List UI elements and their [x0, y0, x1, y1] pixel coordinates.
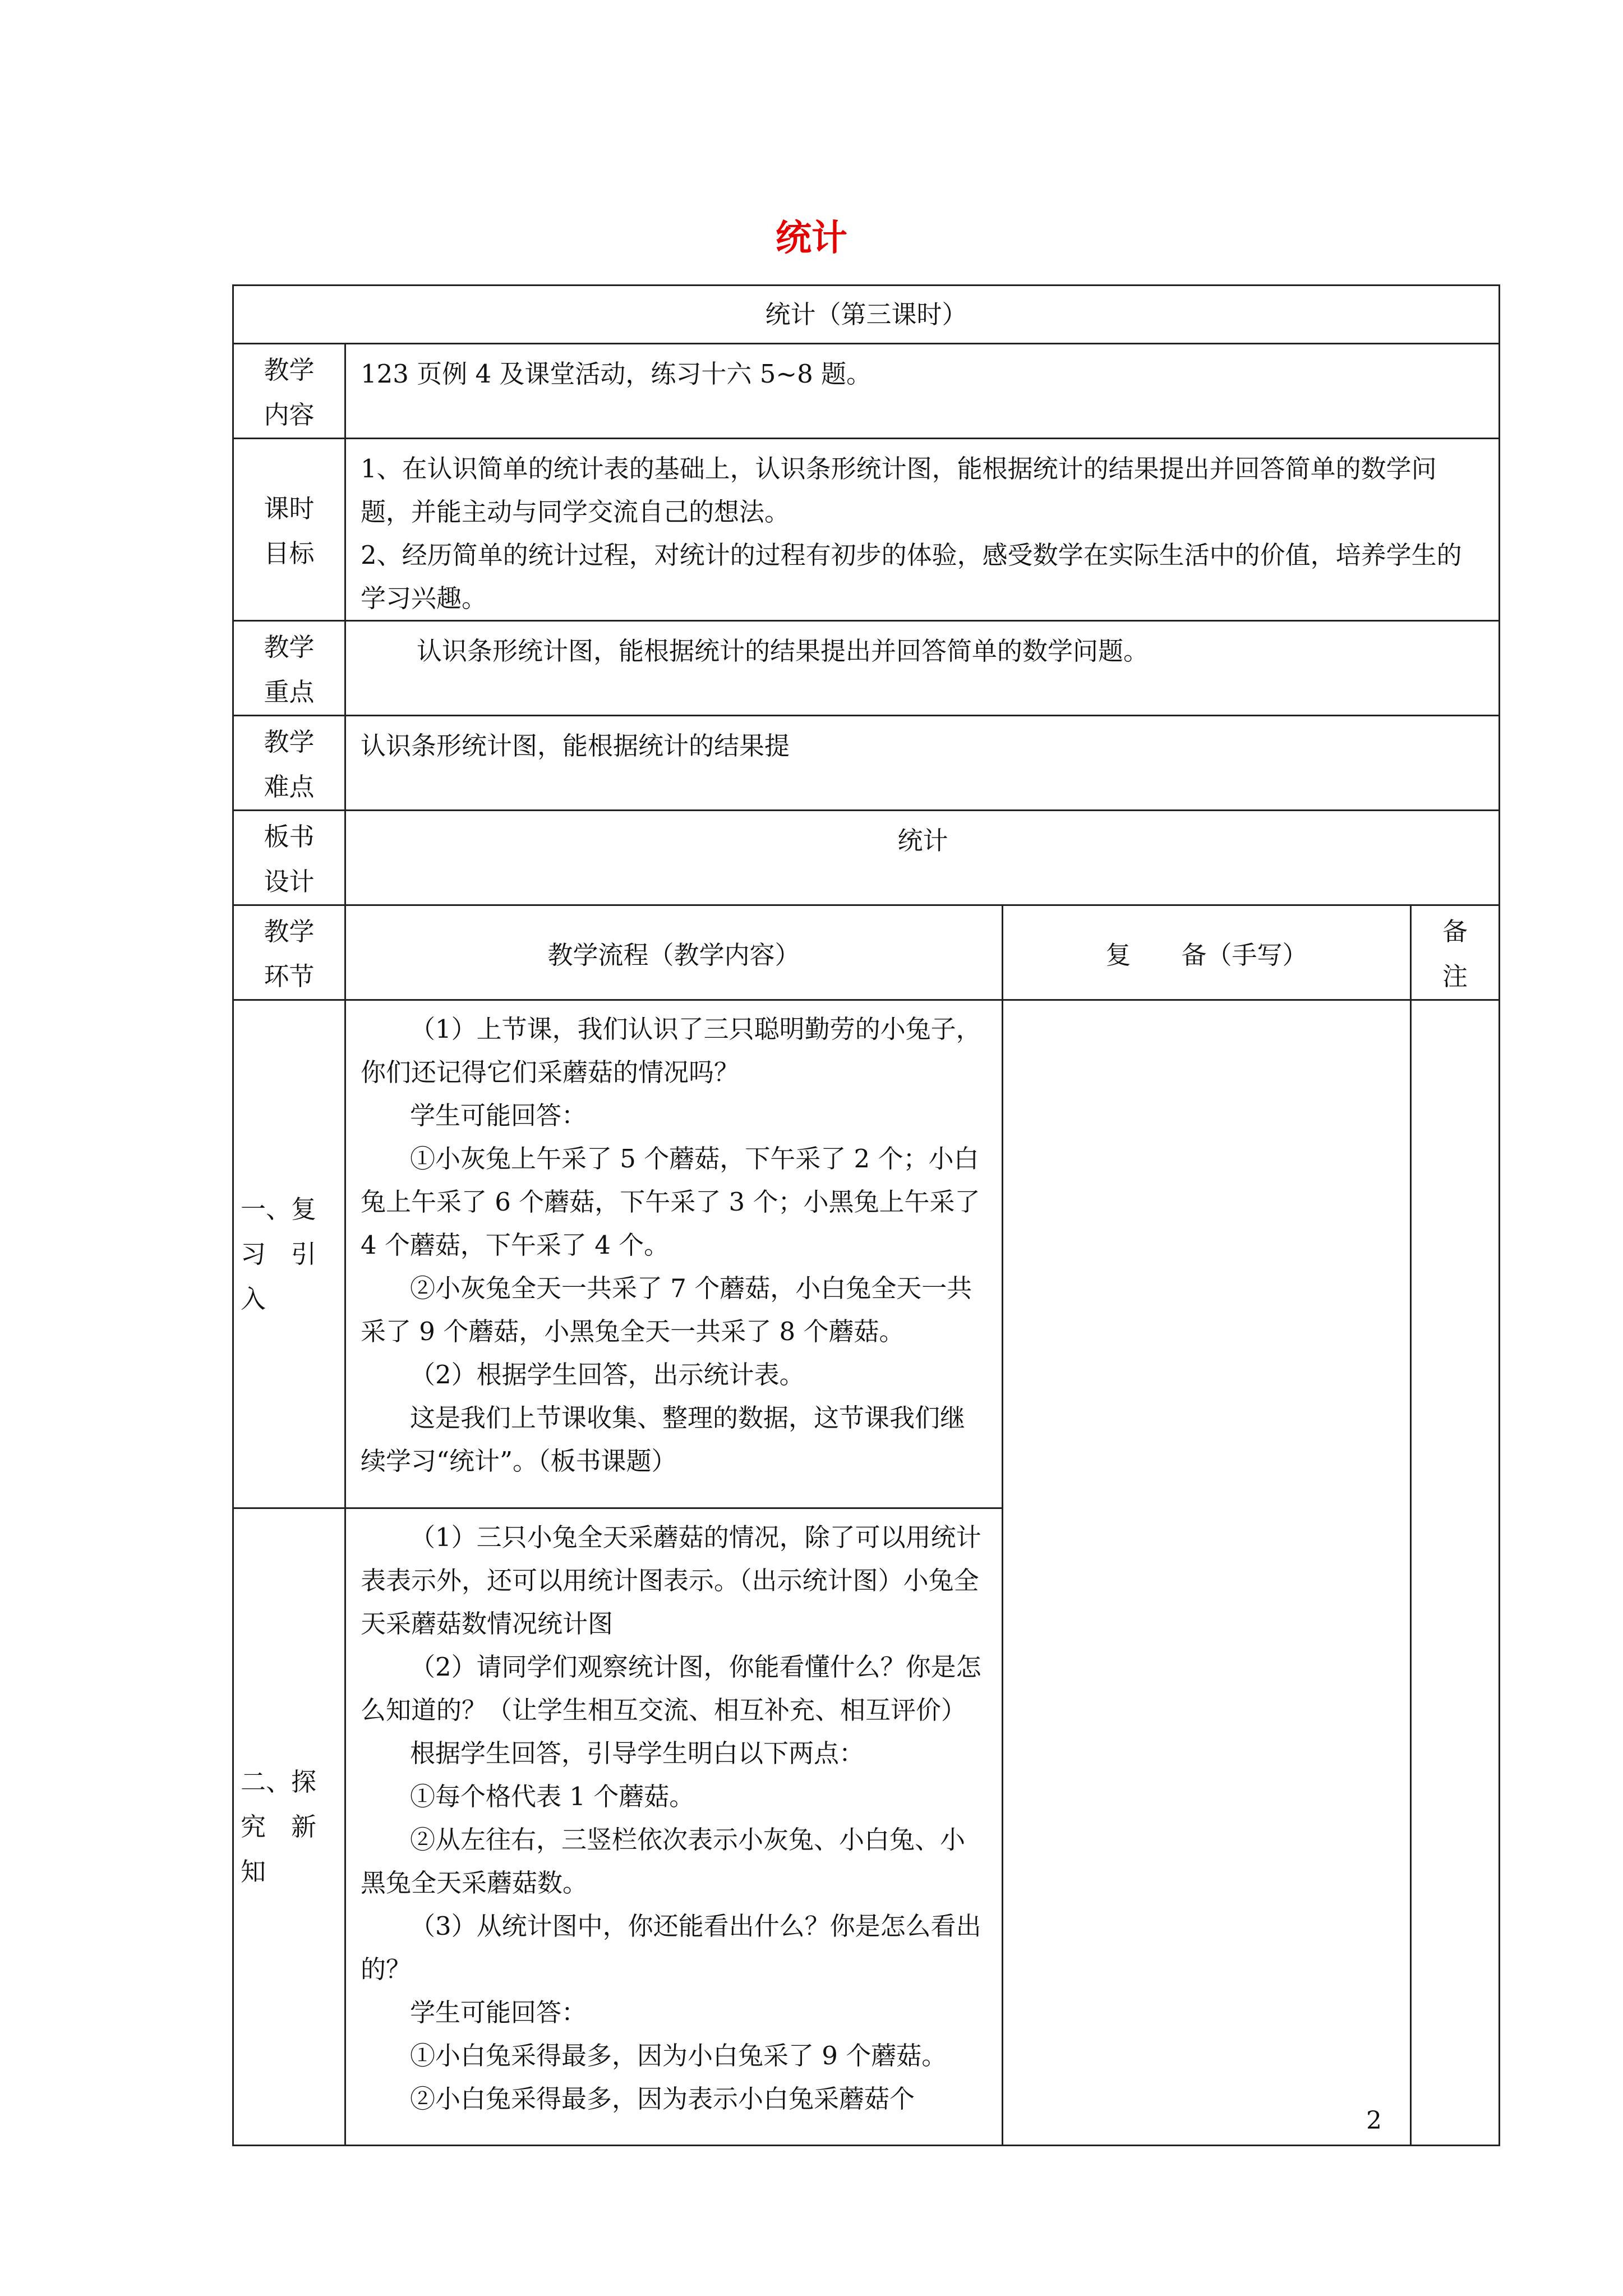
goals-label: 课时 目标 [233, 439, 345, 621]
document-title: 统计 [776, 218, 847, 259]
goal-1: 1、在认识简单的统计表的基础上，认识条形统计图，能根据统计的结果提出并回答简单的数学问题，并能主动与同学交流自己的想法。 [361, 454, 1437, 527]
prep-cell [1003, 1000, 1411, 2146]
goal-2: 2、经历简单的统计过程，对统计的过程有初步的体验，感受数学在实际生活中的价值，培养学生的学习兴趣。 [361, 540, 1462, 613]
stage-header-row [233, 905, 1500, 1000]
stage-label: 教学 环节 [233, 905, 345, 1000]
board-label: 板书 设计 [233, 811, 345, 905]
content-row [233, 344, 1500, 439]
board-text: 统计 [345, 811, 1500, 905]
key-text: 认识条形统计图，能根据统计的结果提出并回答简单的数学问题。 [345, 621, 1500, 716]
goals-row [233, 439, 1500, 621]
table-header: 统计（第三课时） [233, 286, 1500, 344]
notes-header: 备 注 [1411, 905, 1500, 1000]
notes-cell [1411, 1000, 1500, 2146]
stage1-row [233, 1000, 1500, 1508]
stage1-content: （1）上节课，我们认识了三只聪明勤劳的小兔子，你们还记得它们采蘑菇的情况吗？ 学生可能回答： ①小灰兔上午采了 5 个蘑菇，下午采了 2 个；小白兔上午采了 6 个蘑菇，下午采了 3 个；小黑兔上午采了 4 个蘑菇，下午采了 4 个。 ②小灰兔全天一共采了 7 个蘑菇，小白兔全天一共采了 9 个蘑菇，小黑兔全天一共采了 8 个蘑菇。 （2）根据学生回答，出示统计表。 这是我们上节课收集、整理的数据，这节课我们继续学习“统计”。（板书课题） [345, 1000, 1003, 1508]
difficulty-text: 认识条形统计图，能根据统计的结果提 [345, 716, 1500, 811]
content-text: 123 页例 4 及课堂活动，练习十六 5~8 题。 [345, 344, 1500, 439]
goals-text [345, 439, 1500, 621]
key-label: 教学 重点 [233, 621, 345, 716]
header-row [233, 286, 1500, 344]
stage2-content: （1）三只小兔全天采蘑菇的情况，除了可以用统计表表示外，还可以用统计图表示。（出示统计图）小兔全天采蘑菇数情况统计图 （2）请同学们观察统计图，你能看懂什么？你是怎么知道的？（让学生相互交流、相互补充、相互评价） 根据学生回答，引导学生明白以下两点： ①每个格代表 1 个蘑菇。 ②从左往右，三竖栏依次表示小灰兔、小白兔、小黑兔全天采蘑菇数。 （3）从统计图中，你还能看出什么？你是怎么看出的？ 学生可能回答： ①小白兔采得最多，因为小白兔采了 9 个蘑菇。 ②小白兔采得最多，因为表示小白兔采蘑菇个 [345, 1508, 1003, 2146]
prep-header: 复 备（手写） [1003, 905, 1411, 1000]
stage2-label: 二、探 究 新 知 [233, 1508, 345, 2146]
stage1-label: 一、复 习 引 入 [233, 1000, 345, 1508]
content-label: 教学 内容 [233, 344, 345, 439]
difficulty-row [233, 716, 1500, 811]
flow-header: 教学流程（教学内容） [345, 905, 1003, 1000]
page-number: 2 [1366, 2106, 1382, 2135]
board-row [233, 811, 1500, 905]
lesson-plan-table [232, 284, 1500, 2146]
key-row [233, 621, 1500, 716]
difficulty-label: 教学 难点 [233, 716, 345, 811]
